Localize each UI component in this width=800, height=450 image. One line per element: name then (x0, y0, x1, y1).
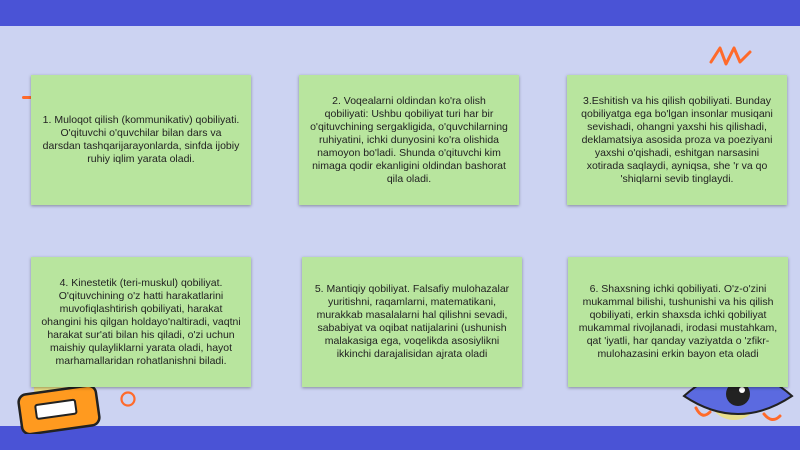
card-text: 2. Voqealarni oldindan ko'ra olish qobiliyati: Ushbu qobiliyat turi har bir o'qituvchining sergakligida, o'quvchilarning ruhiyatini, ichki dunyosini ko'ra olishida namoyon bo'ladi. Shunda o'qituvchi kim nimaga qodir ekanligini oldindan bashorat qila oladi. (310, 94, 508, 185)
card-text: 5. Mantiqiy qobiliyat. Falsafiy mulohazalar yuritishni, raqamlarni, matematikani, murakkab masalalarni hal qilishni sevadi, sababiyat va oqibat natijalarini (ushunish malakasiga ega, voqelikda asosiylikni ikkinchi darajalisidan ajrata oladi (314, 283, 510, 360)
card-text: 1. Muloqot qilish (kommunikativ) qobiliyati. O'qituvchi o'quvchilar bilan dars va darsdan tashqarijarayonlarda, sinfda ijobiy ruhiy iqlim yarata oladi. (42, 114, 240, 165)
bottom-band (0, 426, 800, 450)
card-inner-ability (568, 257, 788, 387)
card-hearing-ability (567, 75, 787, 205)
card-foresight-ability (299, 75, 519, 205)
card-kinesthetic-ability (31, 257, 251, 387)
top-band (0, 0, 800, 26)
ring-icon (119, 390, 137, 408)
card-text: 4. Kinestetik (teri-muskul) qobiliyat. O'qituvchining o'z hatti harakatlarini muvofiqlashtirish qobiliyati, harakat ohangini his qilgan holdayo'naltiradi, vaqtni harakat sur'ati bilan his qiladi, o'zi uchun maishiy qulayliklarni yarata oladi, hayot marhamallaridan rohatlanishni biladi. (41, 276, 241, 367)
card-logical-ability (302, 257, 522, 387)
card-text: 6. Shaxsning ichki qobiliyati. O'z-o'zini mukammal bilishi, tushunishi va his qilish qobiliyati, erkin shaxsda ichki qobiliyat mukammal rivojlanadi, irodasi mustahkam, qat 'iyatli, har qanday vaziyatda o 'zfikr-mulohazasini erkin bayon eta oladi (578, 283, 778, 360)
card-communicative-ability (31, 75, 251, 205)
zigzag-icon (708, 42, 754, 72)
card-text: 3.Eshitish va his qilish qobiliyati. Bunday qobiliyatga ega bo'lgan insonlar musiqani sevishadi, ohangni yaxshi his qilishadi, deklamatsiya asosida proza va poeziyani yaxshi o'qishadi, eshitgan narsasini xotirada saqlaydi, ayniqsa, she 'r va qo 'shiqlarni sevib tinglaydi. (581, 94, 773, 185)
